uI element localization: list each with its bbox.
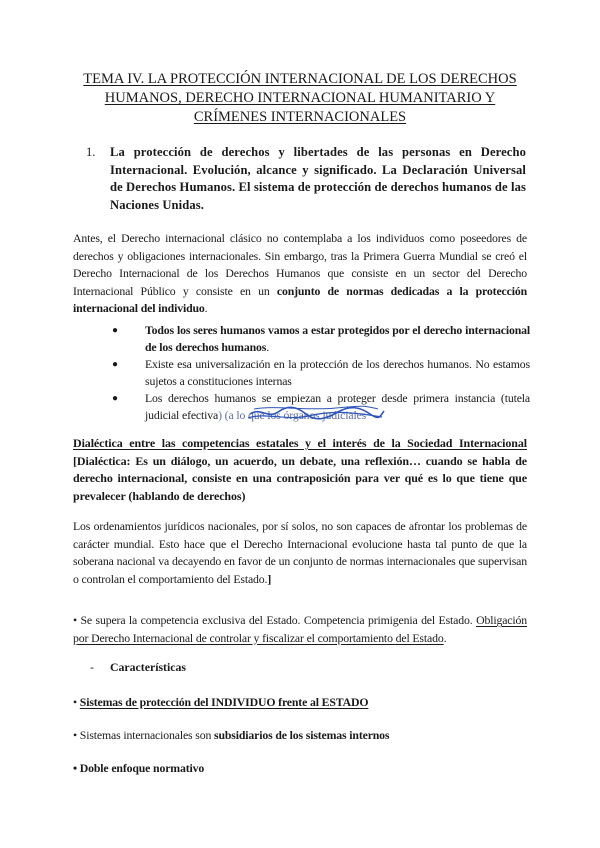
dash-marker: - (90, 660, 94, 674)
competencia-end: . (443, 630, 447, 645)
item-2-bold: subsidiarios de los sistemas internos (214, 728, 390, 742)
section-heading-1 (86, 144, 526, 214)
competencia-underlined: Obligación por Derecho Internacional de controlar y fiscalizar el comportamiento del Estado (73, 613, 527, 645)
item-sistemas-proteccion (73, 694, 368, 711)
handwritten-scribble-icon (246, 402, 386, 424)
section-heading-text: La protección de derechos y libertades de las personas en Derecho Internacional. Evolución, alcance y significado. La Declaración Universal de Derechos Humanos. El sistema de protección de derechos humanos de las Naciones Unidas. (110, 145, 526, 212)
bullet-dot-icon: ● (112, 393, 118, 404)
dialectica-heading: Dialéctica entre las competencias estatales y el interés de la Sociedad Internacional (73, 436, 527, 450)
intro-text: Antes, el Derecho internacional clásico no contemplaba a los individuos como poseedores de derechos y obligaciones internacionales. Sin embargo, tras la Primera Guerra Mundial se creó el Derecho Internacional de los Derechos Humanos que consiste en un sector del Derecho Internacional Público y consiste en un (73, 231, 527, 298)
ordenamientos-text: Los ordenamientos jurídicos nacionales, por sí solos, no son capaces de afrontar los problemas de carácter mundial. Esto hace que el Derecho Internacional evolucione hasta tal punto de que la soberana nacional va decayendo en favor de un conjunto de normas internacionales que supervisan o controlan el comportamiento del Estado. (73, 519, 527, 586)
bullet-dot-icon: ● (112, 359, 118, 370)
bullet-1-end: . (266, 340, 270, 354)
item-subsidiarios (73, 727, 389, 744)
title-line-1: TEMA IV. LA PROTECCIÓN INTERNACIONAL DE LOS DERECHOS (83, 71, 517, 87)
item-1-prefix: • (73, 695, 80, 709)
dialectica-bracket: [Dialéctica: Es un diálogo, un acuerdo, un debate, una reflexión… cuando se habla de derecho internacional, consiste en una contraposición para ver qué es lo que tiene que prevalecer (hablando de derechos) (73, 453, 527, 503)
intro-bold: conjunto de normas dedicadas a la protección internacional del individuo (73, 283, 527, 315)
bullet-dot-icon: ● (112, 325, 118, 336)
ordenamientos-paragraph (73, 518, 527, 588)
section-number: 1. (86, 145, 96, 159)
item-doble-enfoque (73, 760, 204, 777)
page-title (60, 70, 540, 127)
bullet-1-bold: Todos los seres humanos vamos a estar protegidos por el derecho internacional de los derechos humanos (145, 323, 530, 354)
item-2-start: • Sistemas internacionales son (73, 728, 215, 742)
competencia-text: • Se supera la competencia exclusiva del Estado. Competencia primigenia del Estado. (73, 613, 477, 627)
item-1-text: Sistemas de protección del INDIVIDUO frente al ESTADO (79, 695, 369, 709)
intro-end: . (204, 301, 208, 315)
title-line-3: CRÍMENES INTERNACIONALES (193, 109, 407, 125)
intro-paragraph (73, 230, 527, 318)
ordenamientos-end: ] (267, 571, 272, 586)
competencia-paragraph (73, 612, 527, 647)
bullet-2-text: Existe esa universalización en la protección de los derechos humanos. No estamos sujetos a constituciones internas (145, 357, 530, 388)
list-item (112, 356, 530, 390)
caracteristicas-heading (90, 660, 186, 675)
caracteristicas-label: Características (110, 660, 186, 674)
list-item (112, 322, 530, 356)
bullet-3-struck-text: ) (a lo que los órganos judiciales (218, 408, 367, 422)
item-3-text: • Doble enfoque normativo (73, 761, 205, 775)
dialectica-paragraph (73, 435, 527, 505)
title-line-2: HUMANOS, DERECHO INTERNACIONAL HUMANITARIO Y (104, 90, 496, 106)
bullet-3-text: Los derechos humanos se empiezan a proteger desde primera instancia (tutela judicial efectiva (145, 391, 530, 422)
